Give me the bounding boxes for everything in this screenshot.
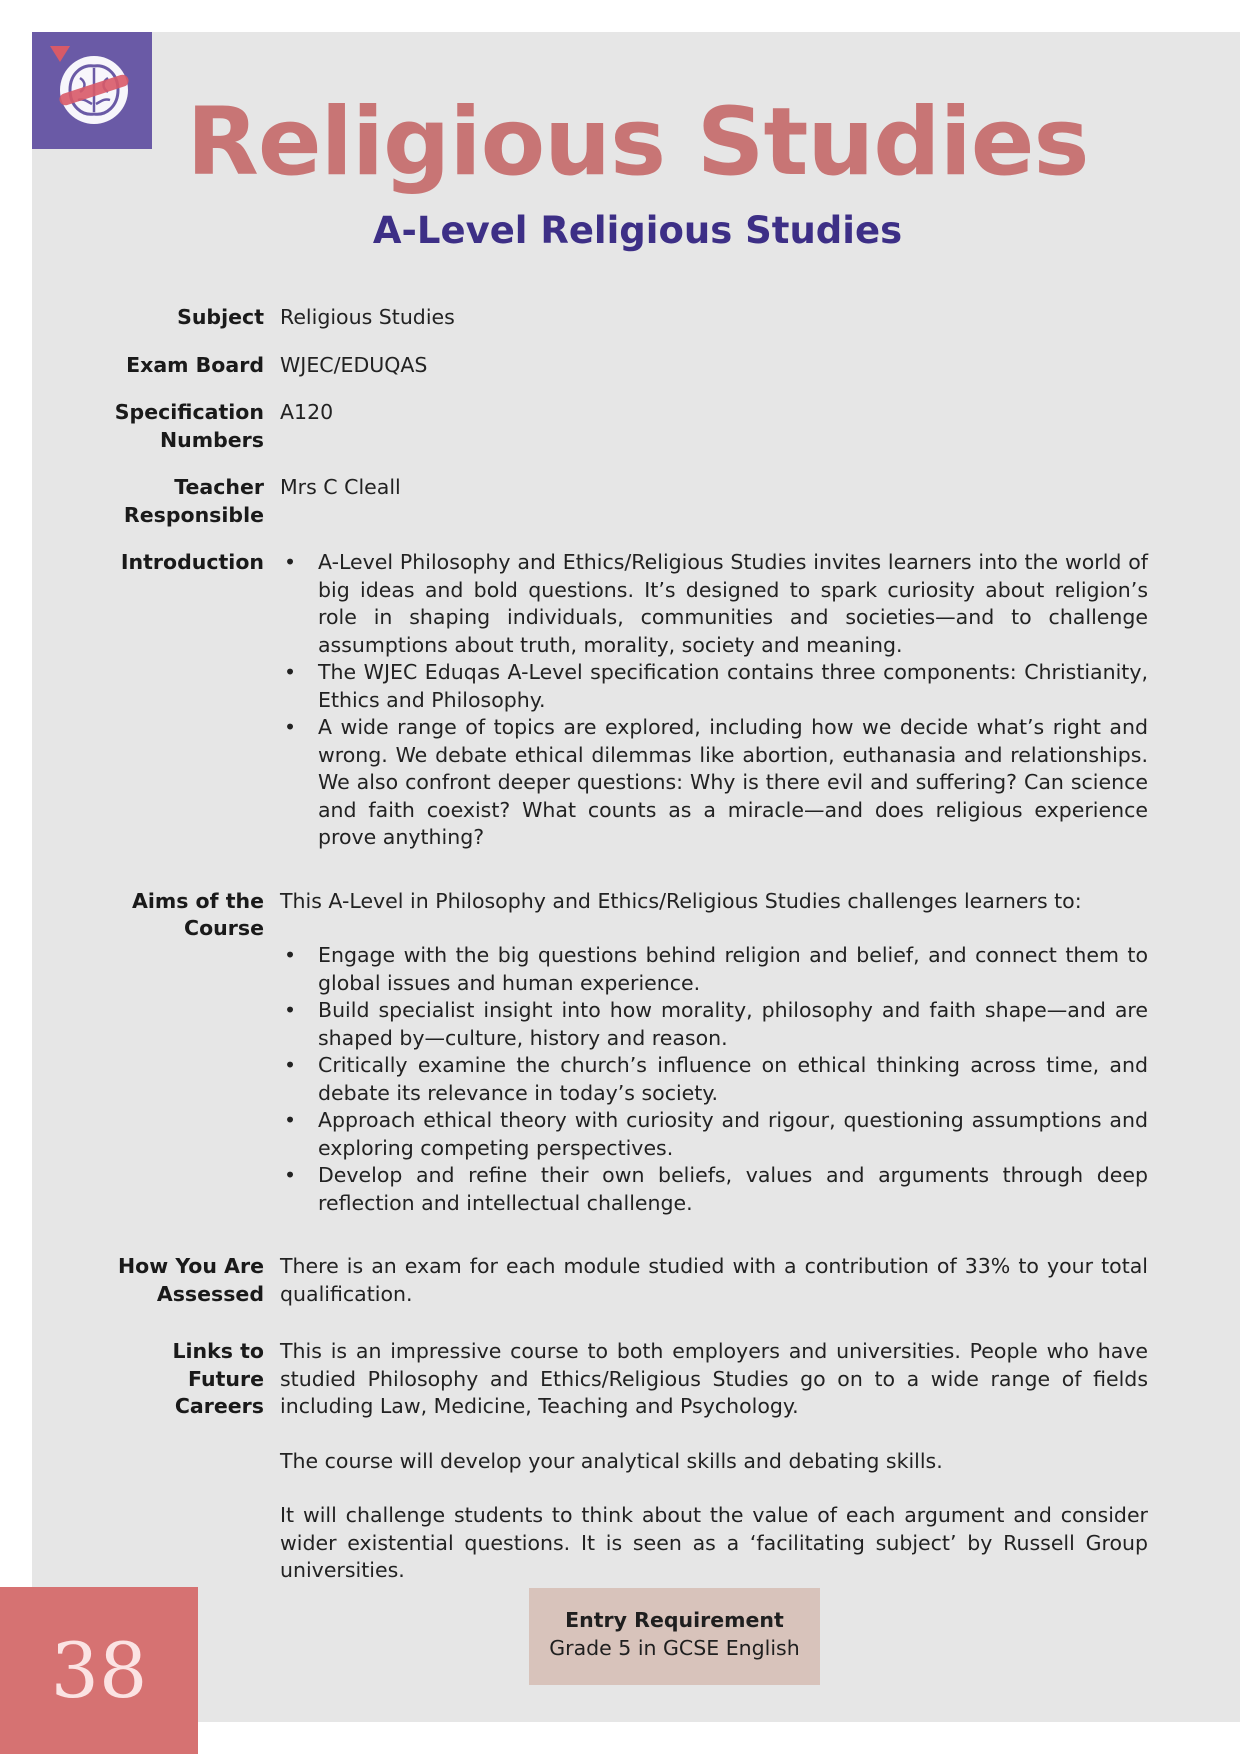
careers-paragraph: The course will develop your analytical skills and debating skills. (280, 1448, 943, 1473)
aims-lead: This A-Level in Philosophy and Ethics/Religious Studies challenges learners to: (280, 888, 1082, 913)
list-item: • Critically examine the church’s influence on ethical thinking across time, and debate its relevance in today’s society. (280, 1052, 1148, 1107)
aims-label: Aims of the Course (131, 888, 264, 940)
introduction-list (280, 549, 1148, 852)
careers-value (280, 1338, 1148, 1585)
entry-requirement-title: Entry Requirement (565, 1608, 784, 1632)
page-title: Religious Studies (186, 88, 1089, 197)
exam-board-label: Exam Board (126, 352, 264, 377)
introduction-label: Introduction (120, 550, 264, 574)
specification-value: A120 (280, 400, 334, 424)
aims-list (280, 942, 1148, 1217)
list-item: • The WJEC Eduqas A-Level specification contains three components: Christianity, Ethics and Philosophy. (280, 659, 1148, 714)
subject-label: Subject (177, 305, 264, 329)
list-item: • Engage with the big questions behind religion and belief, and connect them to global issues and human experience. (280, 942, 1148, 997)
subject-value: Religious Studies (280, 305, 455, 329)
assessment-label: How You Are Assessed (118, 1254, 264, 1306)
course-details (96, 304, 1148, 1585)
subject-row (96, 304, 1148, 332)
introduction-value (280, 549, 1148, 852)
assessment-row (96, 1253, 1148, 1308)
page-number: 38 (0, 1587, 198, 1754)
list-item: • Build specialist insight into how morality, philosophy and faith shape—and are shaped by—culture, history and reason. (280, 997, 1148, 1052)
list-item: • A-Level Philosophy and Ethics/Religious Studies invites learners into the world of big ideas and bold questions. It’s designed to spark curiosity about religion’s role in shaping individuals, communities and societies—and to challenge assumptions about truth, morality, society and meaning. (280, 549, 1148, 659)
aims-row (96, 888, 1148, 1218)
exam-board-row (96, 352, 1148, 380)
page-subtitle: A-Level Religious Studies (372, 209, 903, 252)
exam-board-value: WJEC/EDUQAS (280, 352, 428, 377)
list-item: • A wide range of topics are explored, including how we decide what’s right and wrong. We debate ethical dilemmas like abortion, euthanasia and relationships. We also confront deeper questions: Why is there evil and suffering? Can science and faith coexist? What counts as a miracle—and does religious experience prove anything? (280, 714, 1148, 852)
aims-value (280, 888, 1148, 1218)
list-item: • Develop and refine their own beliefs, values and arguments through deep reflection and intellectual challenge. (280, 1162, 1148, 1217)
entry-requirement-box (529, 1588, 820, 1685)
teacher-row (96, 474, 1148, 529)
careers-row (96, 1338, 1148, 1585)
specification-label: Specification Numbers (114, 400, 264, 452)
assessment-value: There is an exam for each module studied with a contribution of 33% to your total qualification. (280, 1254, 1148, 1306)
entry-requirement-value: Grade 5 in GCSE English (549, 1636, 800, 1660)
teacher-value: Mrs C Cleall (280, 475, 401, 499)
careers-paragraph: This is an impressive course to both employers and universities. People who have studied Philosophy and Ethics/Religious Studies go on to a wide range of fields including Law, Medicine, Teaching and Psychology. (280, 1339, 1148, 1418)
teacher-label: Teacher Responsible (123, 475, 264, 527)
specification-row (96, 399, 1148, 454)
careers-label: Links to Future Careers (172, 1339, 264, 1418)
list-item: • Approach ethical theory with curiosity and rigour, questioning assumptions and exploring competing perspectives. (280, 1107, 1148, 1162)
careers-paragraph: It will challenge students to think about the value of each argument and consider wider existential questions. It is seen as a ‘facilitating subject’ by Russell Group universities. (280, 1503, 1148, 1582)
introduction-row (96, 549, 1148, 852)
